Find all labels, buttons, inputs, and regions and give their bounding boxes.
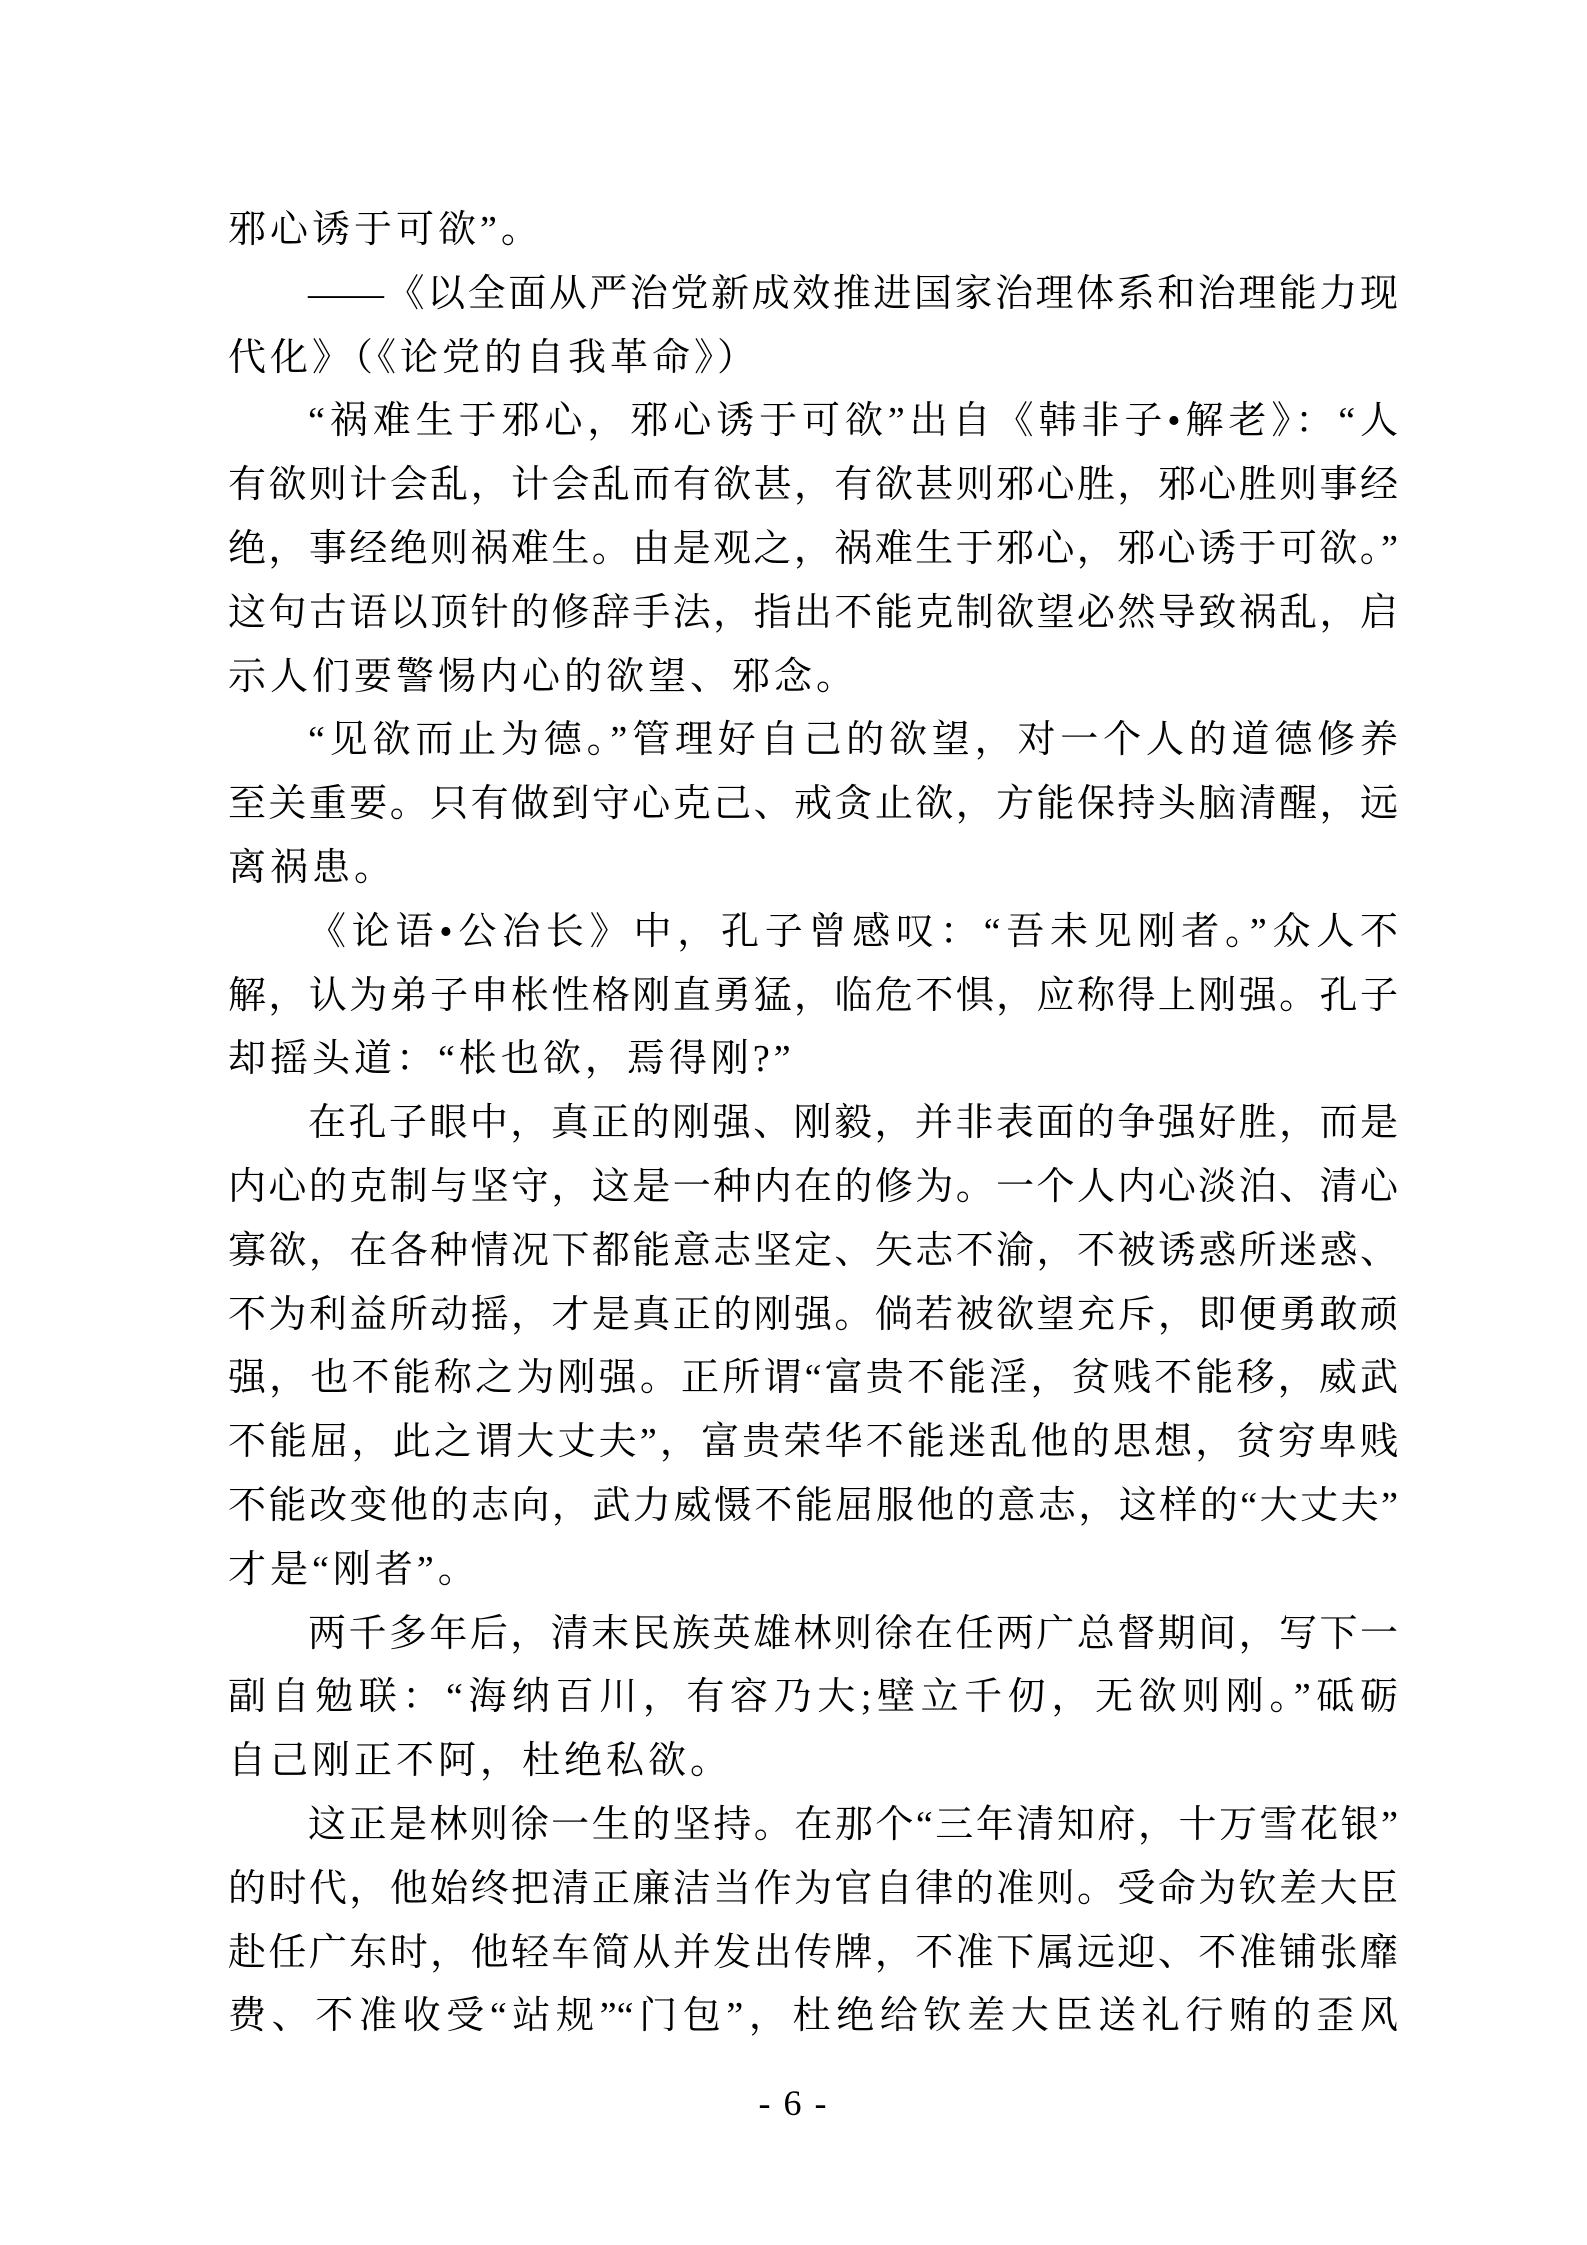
- text-line: 在孔子眼中，真正的刚强、刚毅，并非表面的争强好胜，而是: [308, 1102, 1398, 1145]
- text-line: 赴任广东时，他轻车简从并发出传牌，不准下属远迎、不准铺张靡: [228, 1931, 1398, 1974]
- text-line: 自己刚正不阿，杜绝私欲。: [228, 1740, 733, 1783]
- text-line: 代化》（《论党的自我革命》）: [228, 336, 760, 379]
- text-line: 两千多年后，清末民族英雄林则徐在任两广总督期间，写下一: [308, 1612, 1398, 1655]
- text-line: ——《以全面从严治党新成效推进国家治理体系和治理能力现: [308, 272, 1398, 315]
- text-line: 邪心诱于可欲”。: [228, 209, 543, 251]
- text-line: “见欲而止为德。”管理好自己的欲望，对一个人的道德修养: [308, 719, 1398, 762]
- text-line: 寡欲，在各种情况下都能意志坚定、矢志不渝，不被诱惑所迷惑、: [228, 1229, 1398, 1272]
- text-line: 强，也不能称之为刚强。正所谓“富贵不能淫，贫贱不能移，威武: [228, 1357, 1398, 1400]
- text-line: 不能改变他的志向，武力威慑不能屈服他的意志，这样的“大丈夫”: [228, 1484, 1398, 1527]
- document-body: [228, 199, 1398, 2049]
- text-line: “祸难生于邪心，邪心诱于可欲”出自《韩非子•解老》：“人: [308, 400, 1398, 443]
- text-line: 却摇头道：“枨也欲，焉得刚?”: [228, 1038, 795, 1081]
- text-line: 《论语•公冶长》中，孔子曾感叹：“吾未见刚者。”众人不: [308, 910, 1398, 953]
- page-number: - 6 -: [758, 2083, 829, 2123]
- text-line: 离祸患。: [228, 846, 397, 889]
- text-line: 这正是林则徐一生的坚持。在那个“三年清知府，十万雪花银”: [308, 1803, 1398, 1846]
- text-line: 有欲则计会乱，计会乱而有欲甚，有欲甚则邪心胜，邪心胜则事经: [228, 464, 1398, 507]
- text-line: 不为利益所动摇，才是真正的刚强。倘若被欲望充斥，即便勇敢顽: [228, 1293, 1398, 1336]
- text-line: 绝，事经绝则祸难生。由是观之，祸难生于邪心，邪心诱于可欲。”: [228, 527, 1398, 570]
- text-line: 示人们要警惕内心的欲望、邪念。: [228, 655, 859, 698]
- text-line: 内心的克制与坚守，这是一种内在的修为。一个人内心淡泊、清心: [228, 1165, 1398, 1208]
- text-line: 这句古语以顶针的修辞手法，指出不能克制欲望必然导致祸乱，启: [228, 591, 1398, 634]
- text-line: 才是“刚者”。: [228, 1548, 480, 1591]
- text-line: 费、不准收受“站规”“门包”，杜绝给钦差大臣送礼行贿的歪风: [228, 1995, 1398, 2038]
- text-line: 至关重要。只有做到守心克己、戒贪止欲，方能保持头脑清醒，远: [228, 783, 1398, 826]
- text-line: 副自勉联：“海纳百川，有容乃大;壁立千仞，无欲则刚。”砥砺: [228, 1676, 1398, 1719]
- text-line: 的时代，他始终把清正廉洁当作为官自律的准则。受命为钦差大臣: [228, 1867, 1398, 1910]
- text-line: 不能屈，此之谓大丈夫”，富贵荣华不能迷乱他的思想，贫穷卑贱: [228, 1421, 1398, 1464]
- text-line: 解，认为弟子申枨性格刚直勇猛，临危不惧，应称得上刚强。孔子: [228, 974, 1398, 1017]
